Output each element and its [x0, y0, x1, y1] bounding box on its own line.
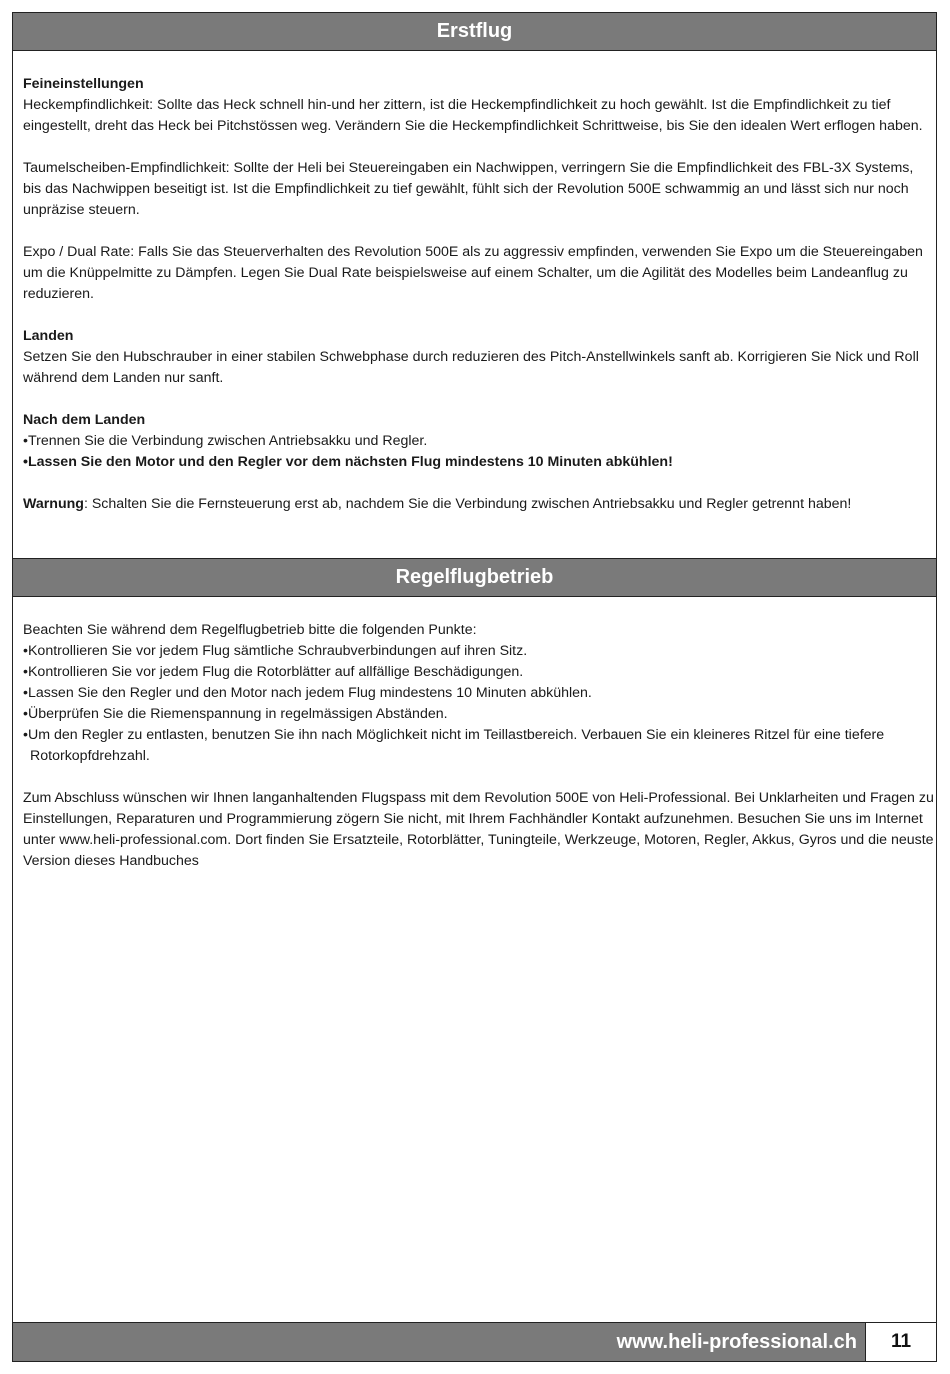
paragraph-taumelscheiben: Taumelscheiben-Empfindlichkeit: Sollte der Heli bei Steuereingaben ein Nachwippen, verringern Sie die Empfindlichkeit des FBL-3X Systems, bis das Nachwippen beseitigt ist. Ist die Empfindlichkeit zu tief gewählt, fühlt sich der Revolution 500E schwammig an und lässt sich nur noch unpräzise steuern.: [23, 160, 914, 218]
paragraph-landen: Setzen Sie den Hubschrauber in einer stabilen Schwebphase durch reduzieren des Pitch-Anstellwinkels sanft ab. Korrigieren Sie Nick und Roll während dem Landen nur sanft.: [23, 349, 919, 386]
page-number: 11: [865, 1323, 936, 1361]
paragraph-intro: Beachten Sie während dem Regelflugbetrieb bitte die folgenden Punkte:: [23, 622, 477, 638]
heading-nach-dem-landen: Nach dem Landen: [23, 412, 146, 428]
warning-label: Warnung: [23, 496, 84, 512]
list-item: •Um den Regler zu entlasten, benutzen Sie ihn nach Möglichkeit nicht im Teillastbereich. Verbauen Sie ein kleineres Ritzel für eine tiefere Rotorkopfdrehzahl.: [23, 727, 885, 764]
heading-feineinstellungen: Feineinstellungen: [23, 76, 144, 92]
section-regelflugbetrieb: [23, 620, 935, 872]
section-title-erstflug: Erstflug: [12, 12, 937, 51]
page-footer: [12, 1322, 937, 1362]
footer-website: www.heli-professional.ch: [13, 1323, 865, 1361]
list-item: •Trennen Sie die Verbindung zwischen Antriebsakku und Regler.: [23, 433, 428, 449]
list-item: •Lassen Sie den Regler und den Motor nach jedem Flug mindestens 10 Minuten abkühlen.: [23, 685, 592, 701]
list-item: •Überprüfen Sie die Riemenspannung in regelmässigen Abständen.: [23, 706, 448, 722]
section-title-regelflugbetrieb: Regelflugbetrieb: [12, 558, 937, 597]
list-item: •Kontrollieren Sie vor jedem Flug sämtliche Schraubverbindungen auf ihren Sitz.: [23, 643, 528, 659]
paragraph-abschluss: Zum Abschluss wünschen wir Ihnen langanhaltenden Flugspass mit dem Revolution 500E von Heli-Professional. Bei Unklarheiten und Fragen zu Einstellungen, Reparaturen und Programmierung zögern Sie nicht, mit Ihrem Fachhändler Kontakt aufzunehmen. Besuchen Sie uns im Internet unter www.heli-professional.com. Dort finden Sie Ersatzteile, Rotorblätter, Tuningteile, Werkzeuge, Motoren, Regler, Akkus, Gyros und die neuste Version dieses Handbuches: [23, 790, 934, 869]
paragraph-heckempfindlichkeit: Heckempfindlichkeit: Sollte das Heck schnell hin-und her zittern, ist die Heckempfindlichkeit zu hoch gewählt. Ist die Empfindlichkeit zu tief eingestellt, dreht das Heck bei Pitchstössen weg. Verändern Sie die Heckempfindlichkeit Schrittweise, bis Sie den idealen Wert erflogen haben.: [23, 97, 923, 134]
heading-landen: Landen: [23, 328, 74, 344]
section-erstflug: [23, 74, 935, 515]
list-item: •Kontrollieren Sie vor jedem Flug die Rotorblätter auf allfällige Beschädigungen.: [23, 664, 524, 680]
paragraph-expo-dual-rate: Expo / Dual Rate: Falls Sie das Steuerverhalten des Revolution 500E als zu aggressiv empfinden, verwenden Sie Expo um die Steuereingaben um die Knüppelmitte zu Dämpfen. Legen Sie Dual Rate beispielsweise auf einem Schalter, um die Agilität des Modelles beim Landeanflug zu reduzieren.: [23, 244, 923, 302]
paragraph-warnung: [23, 494, 935, 515]
list-item: •Lassen Sie den Motor und den Regler vor dem nächsten Flug mindestens 10 Minuten abkühlen!: [23, 454, 673, 470]
warning-text: : Schalten Sie die Fernsteuerung erst ab, nachdem Sie die Verbindung zwischen Antriebsakku und Regler getrennt haben!: [83, 496, 852, 512]
